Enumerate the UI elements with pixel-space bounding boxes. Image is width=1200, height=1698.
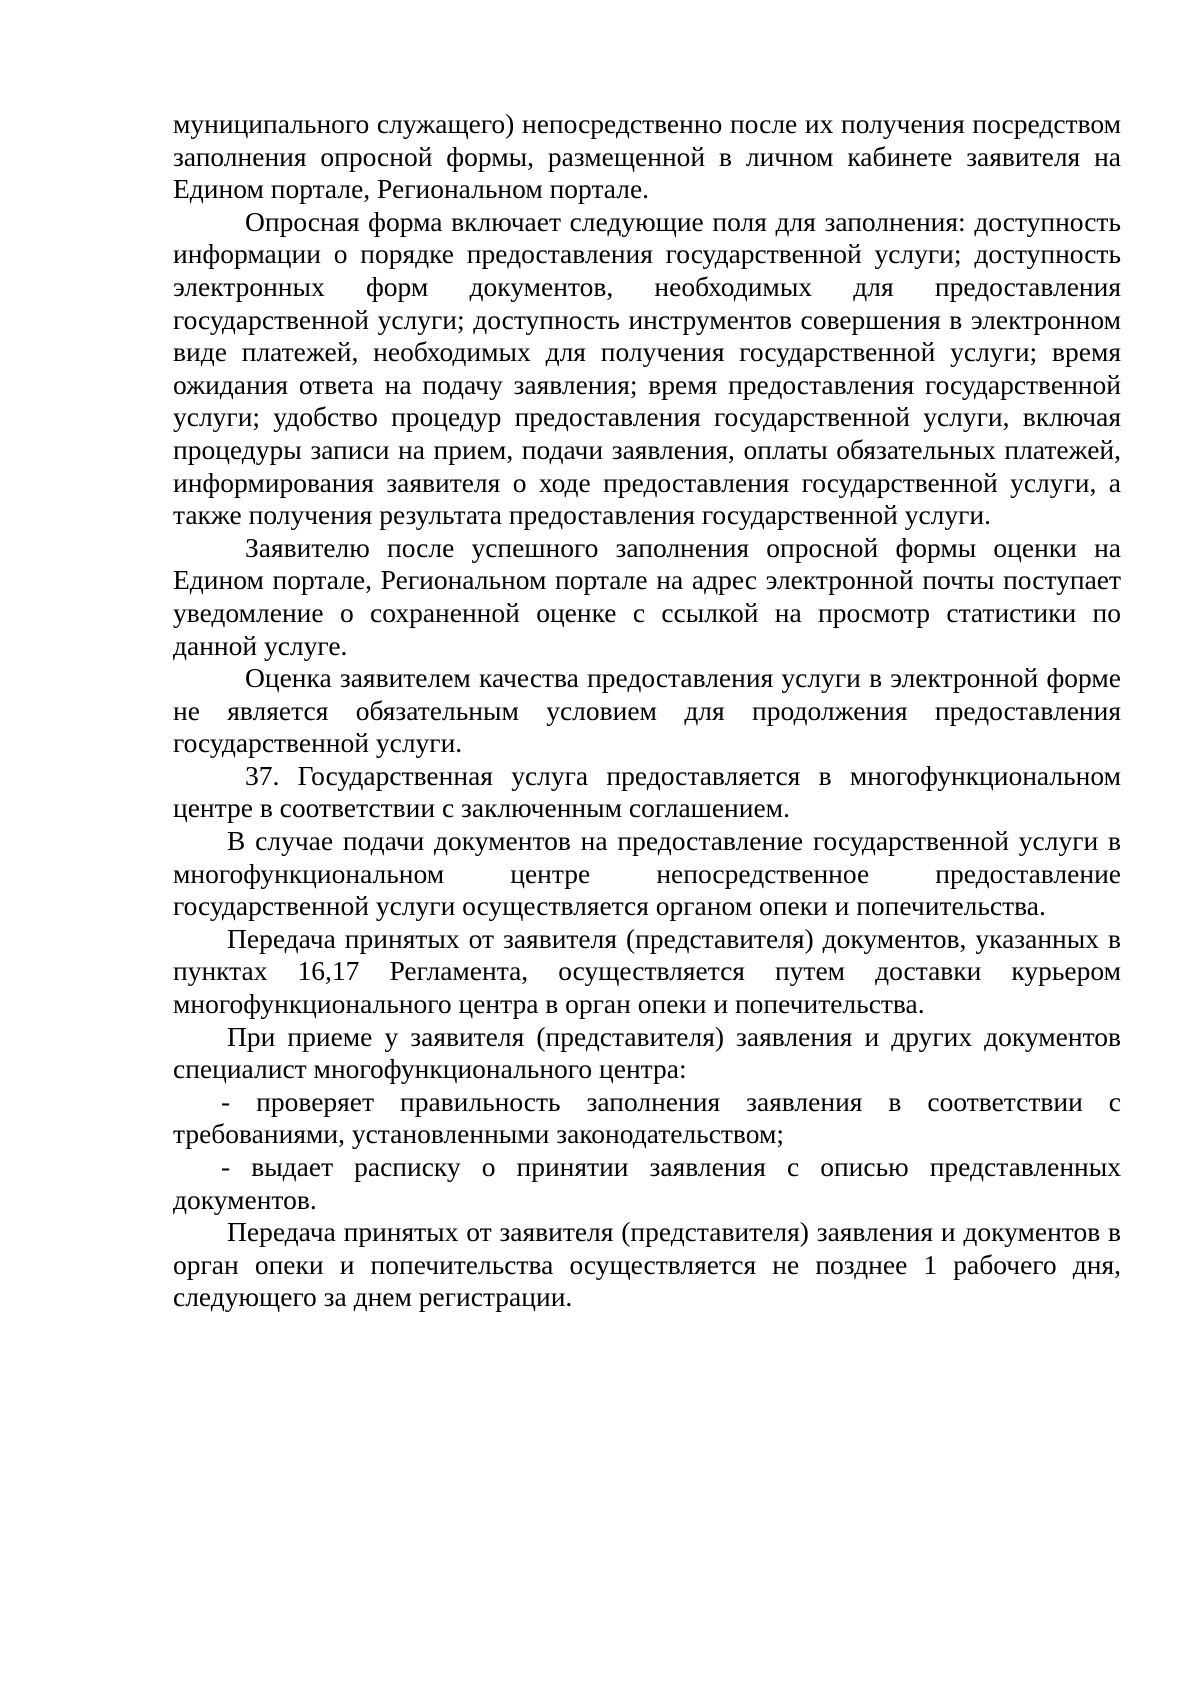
list-item-2: - выдает расписку о принятии заявления с описью представленных документов. — [173, 1151, 1121, 1215]
paragraph-5: 37. Государственная услуга предоставляется в многофункциональном центре в соответствии с заключенным соглашением. — [173, 759, 1121, 824]
paragraph-6: В случае подачи документов на предоставление государственной услуги в многофункциональном центре непосредственное предоставление государственной услуги осуществляется органом опеки и попечительства. — [173, 825, 1121, 922]
list-item-1: - проверяет правильность заполнения заявления в соответствии с требованиями, установленными законодательством; — [173, 1085, 1121, 1150]
paragraph-3: Заявителю после успешного заполнения опросной формы оценки на Едином портале, Региональном портале на адрес электронной почты поступает уведомление о сохраненной оценке с ссылкой на просмотр статистики по данной услуге. — [173, 531, 1121, 661]
paragraph-2: Опросная форма включает следующие поля для заполнения: доступность информации о порядке предоставления государственной услуги; доступность электронных форм документов, необходимых для предоставления государственной услуги; доступность инструментов совершения в электронном виде платежей, необходимых для получения государственной услуги; время ожидания ответа на подачу заявления; время предоставления государственной услуги; удобство процедур предоставления государственной услуги, включая процедуры записи на прием, подачи заявления, оплаты обязательных платежей, информирования заявителя о ходе предоставления государственной услуги, а также получения результата предоставления государственной услуги. — [173, 205, 1121, 531]
paragraph-9: Передача принятых от заявителя (представителя) заявления и документов в орган опеки и попечительства осуществляется не позднее 1 рабочего дня, следующего за днем регистрации. — [173, 1216, 1121, 1313]
paragraph-7: Передача принятых от заявителя (представителя) документов, указанных в пунктах 16,17 Регламента, осуществляется путем доставки курьером многофункционального центра в орган опеки и попечительства. — [173, 922, 1121, 1020]
paragraph-4: Оценка заявителем качества предоставления услуги в электронной форме не является обязательным условием для продолжения предоставления государственной услуги. — [173, 662, 1121, 759]
paragraph-1: муниципального служащего) непосредственно после их получения посредством заполнения опросной формы, размещенной в личном кабинете заявителя на Едином портале, Региональном портале. — [173, 108, 1121, 205]
document-page — [173, 108, 1121, 1314]
paragraph-8: При приеме у заявителя (представителя) заявления и других документов специалист многофункционального центра: — [173, 1020, 1121, 1085]
